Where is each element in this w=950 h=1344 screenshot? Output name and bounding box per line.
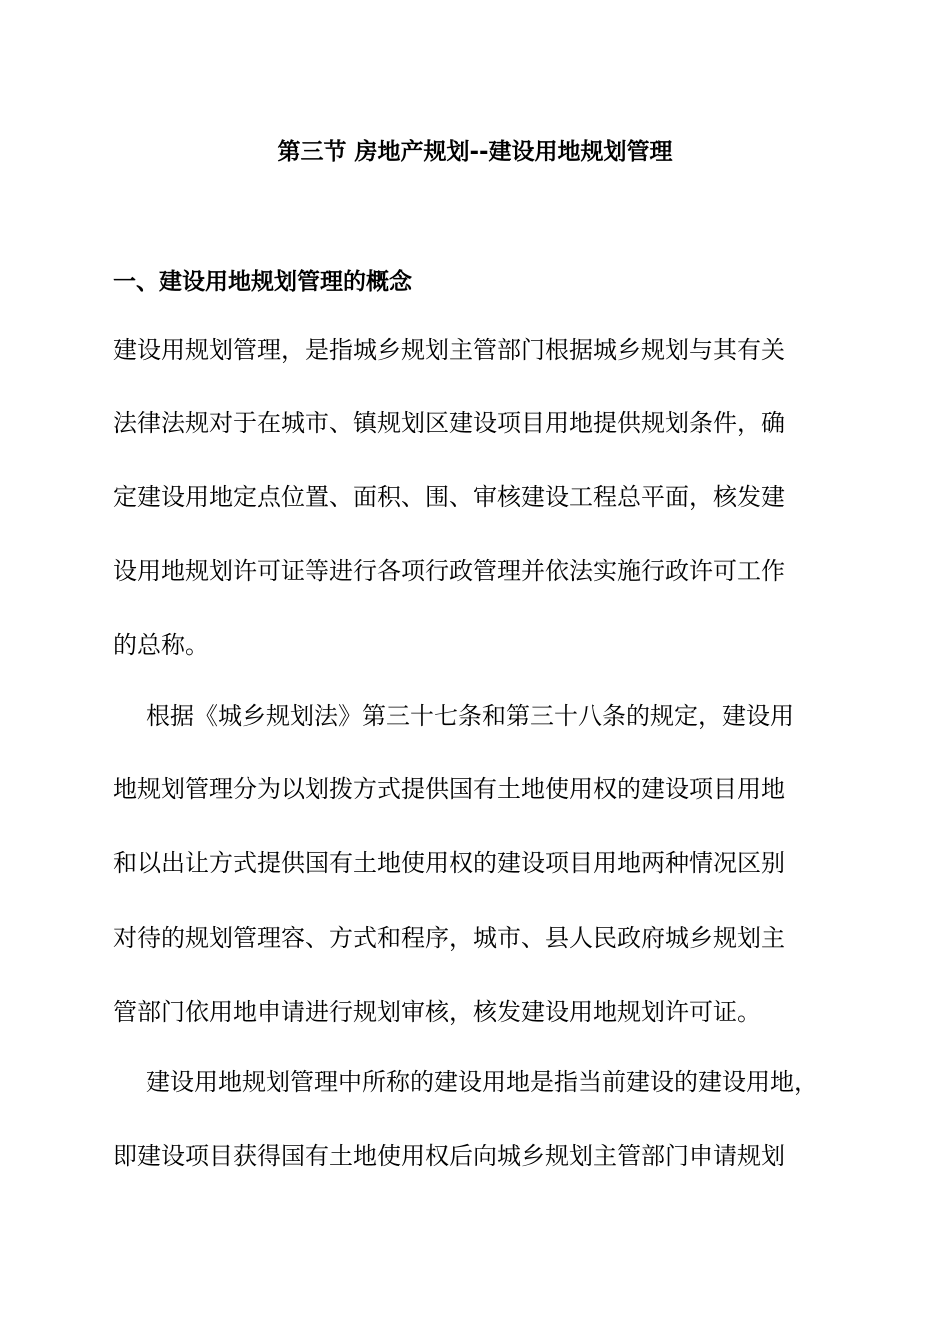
paragraph-1-line-1: 建设用规划管理，是指城乡规划主管部门根据城乡规划与其有关 bbox=[113, 336, 785, 364]
paragraph-2-line-1: 根据《城乡规划法》第三十七条和第三十八条的规定，建设用 bbox=[146, 702, 794, 730]
paragraph-3-line-2: 即建设项目获得国有土地使用权后向城乡规划主管部门申请规划 bbox=[113, 1142, 785, 1170]
paragraph-2-line-2: 地规划管理分为以划拨方式提供国有土地使用权的建设项目用地 bbox=[113, 775, 785, 803]
paragraph-2-line-5: 管部门依用地申请进行规划审核，核发建设用地规划许可证。 bbox=[113, 998, 761, 1026]
paragraph-1-line-3: 定建设用地定点位置、面积、围、审核建设工程总平面，核发建 bbox=[113, 483, 785, 511]
page-title: 第三节 房地产规划--建设用地规划管理 bbox=[277, 139, 673, 165]
paragraph-1-line-5: 的总称。 bbox=[113, 631, 209, 659]
section-heading: 一、建设用地规划管理的概念 bbox=[113, 269, 412, 295]
paragraph-1-line-2: 法律法规对于在城市、镇规划区建设项目用地提供规划条件，确 bbox=[113, 409, 785, 437]
paragraph-1-line-4: 设用地规划许可证等进行各项行政管理并依法实施行政许可工作 bbox=[113, 557, 785, 585]
paragraph-2-line-4: 对待的规划管理容、方式和程序，城市、县人民政府城乡规划主 bbox=[113, 924, 785, 952]
paragraph-2-line-3: 和以出让方式提供国有土地使用权的建设项目用地两种情况区别 bbox=[113, 849, 785, 877]
paragraph-3-line-1: 建设用地规划管理中所称的建设用地是指当前建设的建设用地， bbox=[146, 1068, 818, 1096]
